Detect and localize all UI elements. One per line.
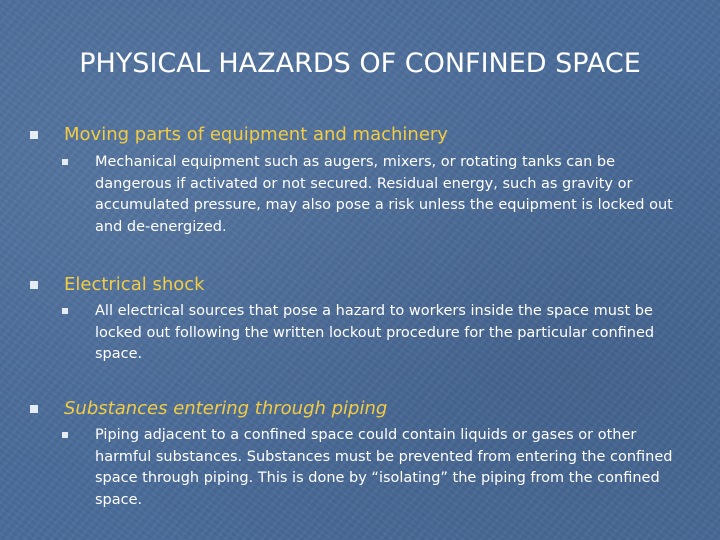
sub-bullet-item	[62, 425, 672, 515]
sub-bullet-item	[62, 301, 672, 369]
sub-bullet-item	[62, 152, 672, 242]
square-bullet-icon	[62, 308, 68, 314]
square-bullet-icon	[30, 405, 38, 413]
bullet-heading: Substances entering through piping	[64, 398, 388, 419]
bullet-item	[30, 124, 690, 148]
bullet-detail: Piping adjacent to a confined space could contain liquids or gases or other harmful substances. Substances must be prevented from entering the confined space through piping. This is done by “isolating” the piping from the confined space.	[95, 427, 673, 508]
bullet-detail: Mechanical equipment such as augers, mixers, or rotating tanks can be dangerous if activated or not secured. Residual energy, such as gravity or accumulated pressure, may also pose a risk unless the equipment is locked out and de-energized.	[95, 154, 673, 235]
bullet-item	[30, 398, 690, 422]
square-bullet-icon	[30, 131, 38, 139]
square-bullet-icon	[30, 281, 38, 289]
square-bullet-icon	[62, 432, 68, 438]
bullet-detail: All electrical sources that pose a hazard to workers inside the space must be locked out following the written lockout procedure for the particular confined space.	[95, 303, 655, 362]
bullet-heading: Moving parts of equipment and machinery	[64, 124, 448, 145]
bullet-heading: Electrical shock	[64, 274, 205, 295]
bullet-item	[30, 274, 690, 298]
square-bullet-icon	[62, 159, 68, 165]
slide-title: PHYSICAL HAZARDS OF CONFINED SPACE	[79, 48, 641, 79]
